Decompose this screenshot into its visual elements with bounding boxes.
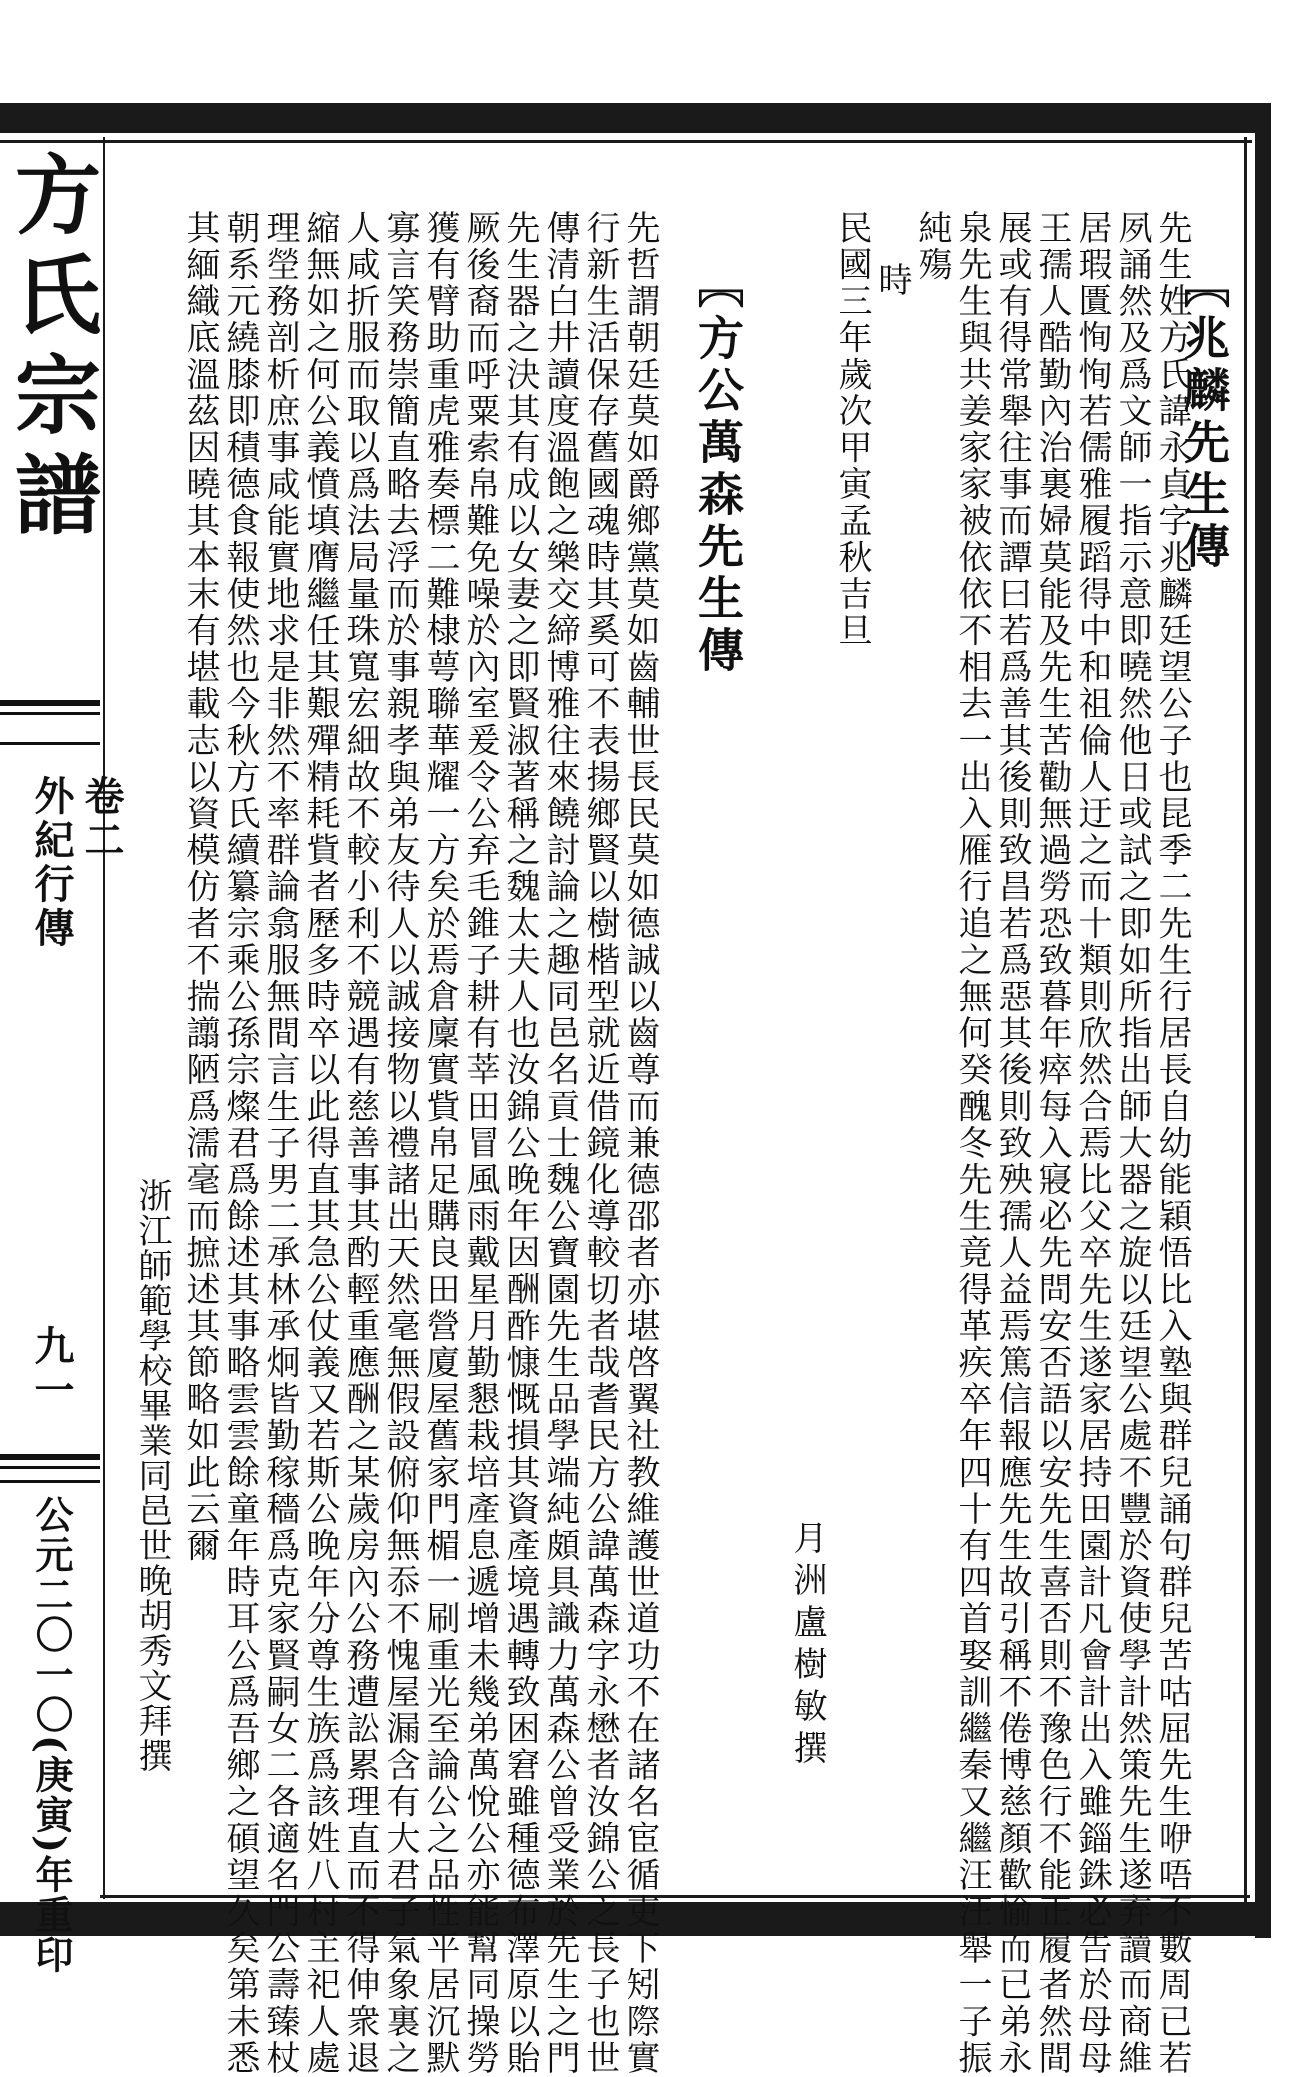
title-bracket: 〖 — [1177, 262, 1231, 314]
margin-rule — [0, 712, 100, 715]
text-column: 人咸折服而取以爲法局量珠寬宏細故不較小利不競遇有慈善事其酌輕重應酬之某歲房內公務遭訟累理直而不得伸衆退 — [340, 210, 380, 2077]
text-column: 獲有臂助重虎雅奏標二難棣萼聯華耀一方矣於焉倉廩實貲帛足購良田營廈屋舊家門楣一刷重光至論公之品性平居沉默 — [420, 210, 460, 2077]
margin-rule — [0, 1480, 100, 1483]
margin-rule — [0, 700, 100, 706]
margin-rule — [0, 1454, 100, 1460]
margin-rule — [0, 742, 100, 745]
margin-divider — [103, 137, 105, 1899]
text-column: 先生姓方氏諱永貞字兆麟廷望公子也昆季二先生行居長自幼能穎悟比入塾與群兒誦句群兒苦咕屈先生咿唔不數周已若 — [1152, 210, 1192, 2077]
page-frame-top-border — [0, 103, 1270, 133]
volume-number: 卷二 — [78, 775, 125, 863]
margin-rule — [0, 1466, 100, 1469]
reprint-note: 公元二〇一〇(庚寅)年重印 — [29, 1495, 74, 1975]
text-column: 王孺人酷勤內治裏婦莫能及先生苦勸無過勞恐致暮年瘁每入寢必先問安否語以安先生喜否則不豫色行不能正履者然間 — [1032, 210, 1072, 2077]
page-frame-top-rule — [0, 140, 1252, 143]
title-bracket: 〖 — [691, 262, 745, 314]
text-column: 先哲謂朝廷莫如爵鄉黨莫如齒輔世長民莫如德誠以齒尊而兼德邵者亦堪啓翼社教維護世道功不在諸名宦循吏下矧際實 — [620, 210, 660, 2077]
text-column: 先生器之決其有成以女妻之即賢淑著稱之魏太夫人也汝錦公晚年因酬酢慷慨損其資產境遇轉致困窘雖種德布澤原以貽 — [500, 210, 540, 2077]
book-title: 方氏宗譜 — [0, 150, 101, 550]
text-column: 縮無如之何公義憤填膺繼任其艱殫精耗貲者歷多時卒以此得直其急公仗義又若斯公晚年分尊生族爲該姓八村主祀人處 — [300, 210, 340, 2077]
text-column: 夙誦然及爲文師一指示意即曉然他日或試之即如所指出師大器之旋以廷望公處不豐於資使學計然策先生遂弃讀而商維 — [1112, 210, 1152, 2077]
date-label: 時 — [872, 262, 912, 299]
text-column: 其緬織底溫茲因曉其本末有堪載志以資模仿者不揣譾陋爲濡毫而摭述其節略如此云爾 — [180, 210, 220, 1565]
article-title — [688, 262, 748, 678]
text-column: 理塋務剖析庶事咸能實地求是非然不率群論翕服無間言生子男二承林承炯皆勤稼穡爲克家賢嗣女二各適名門公壽臻杖 — [260, 210, 300, 2077]
page-number: 九一 — [28, 1325, 75, 1413]
author-signature: 浙江師範學校畢業同邑世晚胡秀文拜撰 — [132, 1178, 172, 1773]
text-column: 厥後裔而呼粟索帛難免噪於內室爰令公弃毛錐子耕有莘田冒風雨戴星月勤懇栽培產息遞增未幾弟萬悅公亦能幫同操勞 — [460, 210, 500, 2077]
text-column: 展或有得常舉往事而譚曰若爲善其後則致昌若爲惡其後則致殃孺人益焉篤信報應先生故引稱不倦博慈顏歡愉而已弟永 — [992, 210, 1032, 2077]
author-signature: 月洲盧樹敏撰 — [787, 1520, 827, 1772]
text-column: 寡言笑務崇簡直略去浮而於事親孝與弟友待人以誠接物以禮諸出天然毫無假設俯仰無忝不愧屋漏含有大君子氣象裏之 — [380, 210, 420, 2077]
text-column: 居瑕匱恂恂若儒雅履蹈得中和祖倫人迂之而十類則欣然合焉比父卒先生遂家居持田園計凡會計出入雖錙銖必告於母母 — [1072, 210, 1112, 2077]
text-column: 朝系元繞膝即積德食報使然也今秋方氏續纂宗乘公孫宗燦君爲餘述其事略雲雲餘童年時耳公爲吾鄉之碩望久矣第未悉 — [220, 210, 260, 2077]
article-title-text: 兆麟先生傳 — [1177, 314, 1231, 574]
page-frame-right-rule — [1244, 137, 1247, 1902]
text-column: 行新生活保存舊國魂時其奚可不表揚鄉賢以樹楷型就近借鏡化導較切者哉耆民方公諱萬森字永懋者汝錦公之長子也世 — [580, 210, 620, 2077]
page-frame-right-border — [1255, 103, 1271, 1938]
text-column: 純殤 — [912, 210, 952, 284]
date-line: 民國三年歲次甲寅孟秋吉旦 — [832, 210, 872, 650]
article-title-text: 方公萬森先生傳 — [691, 314, 745, 678]
text-column: 傳清白井讀度溫飽之樂交締博雅往來饒討論之趣同邑名貢士魏公寶園先生品學端純頗具識力萬森公曾受業於先生之門 — [540, 210, 580, 2077]
volume-label — [26, 775, 126, 951]
text-column: 泉先生與共姜家家被依依不相去一出入雁行追之無何癸醜冬先生竟得革疾卒年四十有四首娶訓繼秦又繼汪汪舉一子振 — [952, 210, 992, 2077]
section-name: 外紀行傳 — [28, 775, 75, 951]
